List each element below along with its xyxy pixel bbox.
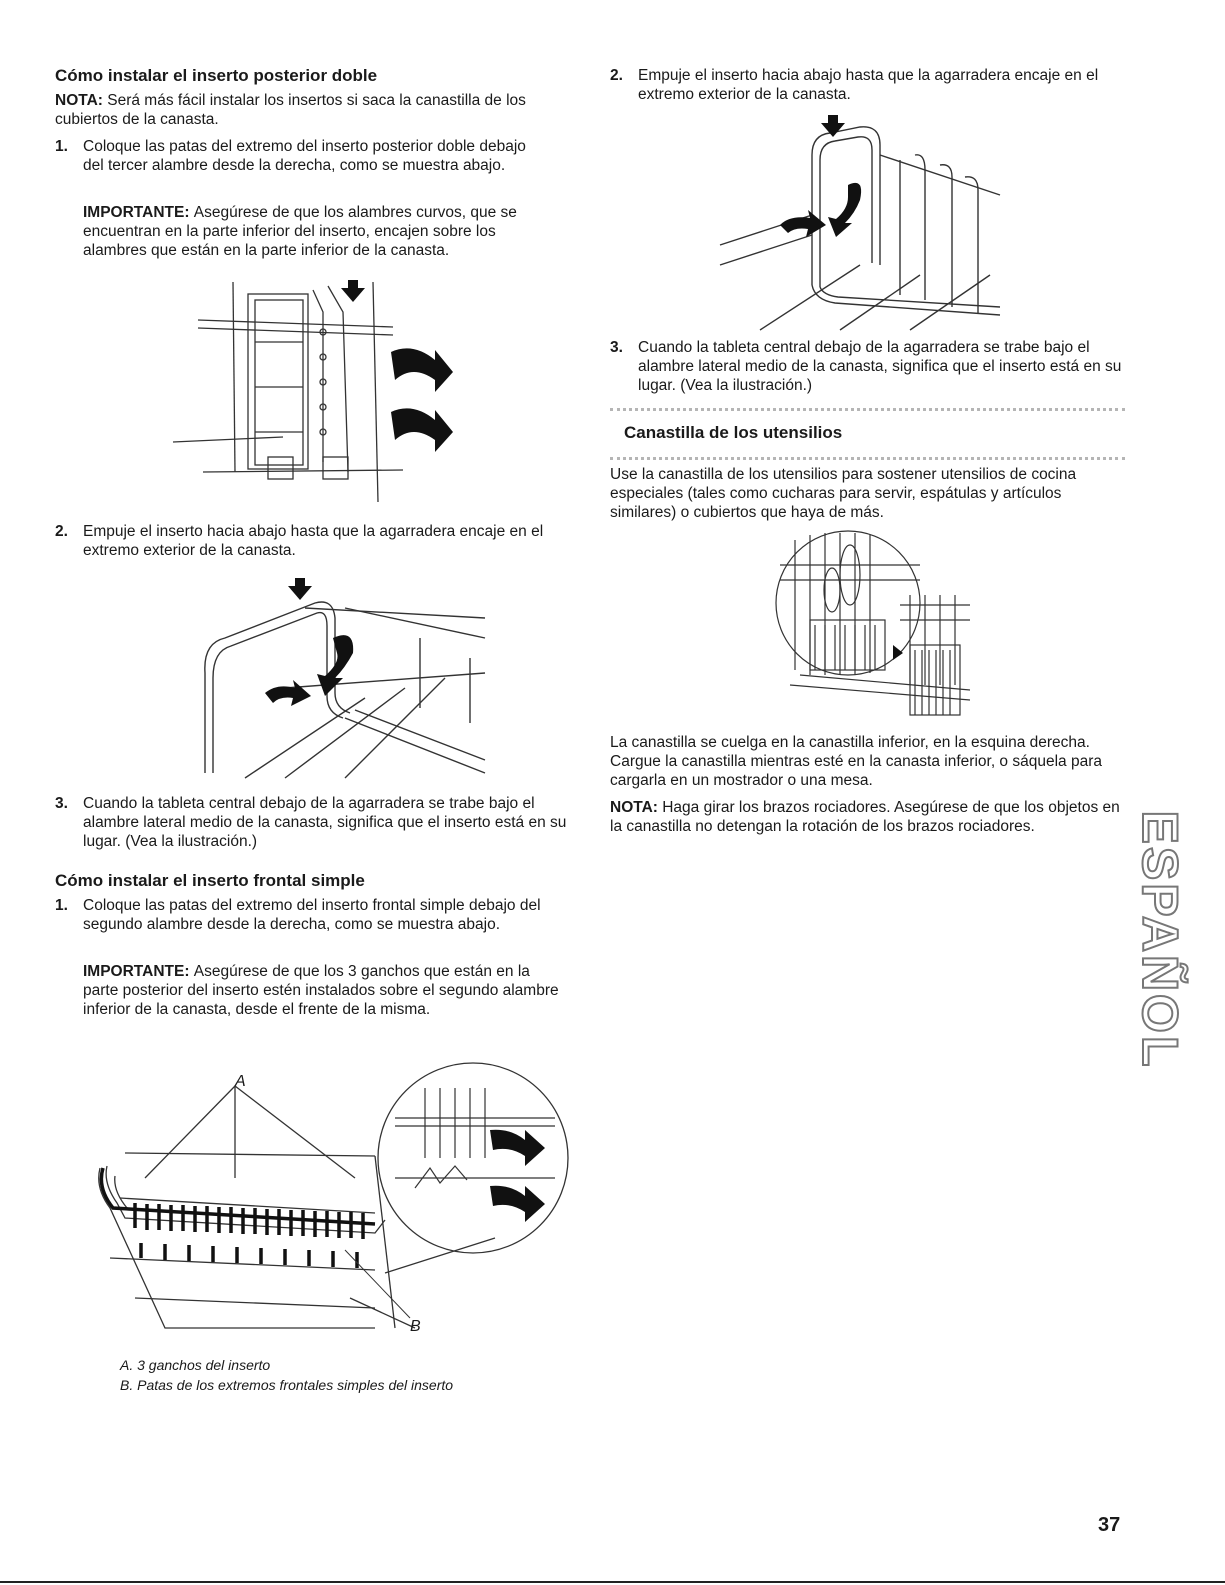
note-text: Será más fácil instalar los insertos si saca la canastilla de los cubiertos de la canasta. [55, 92, 526, 128]
step-text: Cuando la tableta central debajo de la agarradera se trabe bajo el alambre lateral medio de la canasta, significa que el inserto está en su lugar. (Vea la ilustración.) [83, 795, 567, 850]
section-banner [610, 408, 1125, 460]
step-2 [55, 522, 570, 562]
step-text: Empuje el inserto hacia abajo hasta que la agarradera encaje en el extremo exterior de la canasta. [83, 523, 544, 559]
step-number: 3. [610, 339, 623, 356]
note-label: NOTA: [55, 92, 108, 109]
utensil-paragraph-2: La canastilla se cuelga en la canastilla inferior, en la esquina derecha. Cargue la canastilla mientras esté en la canasta inferior, o sáquela para cargarla en un mostrador o una mesa. [610, 734, 1102, 789]
rear-insert-illustration-3 [720, 115, 1000, 330]
rear-insert-illustration-2 [185, 578, 485, 778]
section-title-rear-insert: Cómo instalar el inserto posterior doble [55, 66, 378, 85]
step-1-front [55, 896, 550, 956]
section-title-utensils: Canastilla de los utensilios [624, 423, 843, 442]
step-3-right [610, 338, 1125, 398]
important-label: IMPORTANTE: [83, 204, 194, 221]
step-text: Coloque las patas del extremo del inserto posterior doble debajo del tercer alambre desde la derecha, como se muestra abajo. [83, 138, 526, 174]
section-title-front-insert: Cómo instalar el inserto frontal simple [55, 871, 365, 890]
step-text: Empuje el inserto hacia abajo hasta que la agarradera encaje en el extremo exterior de la canasta. [638, 67, 1099, 103]
important-paragraph [83, 203, 563, 260]
step-number: 3. [55, 795, 68, 812]
step-number: 2. [610, 67, 623, 84]
step-3 [55, 794, 570, 854]
callout-label-a: A [235, 1073, 246, 1090]
rear-insert-illustration-1 [173, 272, 463, 502]
important-text: Asegúrese de que los alambres curvos, que se encuentran en la parte inferior del inserto, encajen sobre los alambres que están en la parte inferior de la canasta. [83, 204, 517, 259]
front-insert-illustration [95, 1058, 565, 1348]
callout-label-b: B [410, 1318, 421, 1335]
step-number: 2. [55, 523, 68, 540]
step-number: 1. [55, 138, 68, 155]
step-text: Coloque las patas del extremo del inserto frontal simple debajo del segundo alambre desde la derecha, como se muestra abajo. [83, 897, 541, 933]
caption-a: A. 3 ganchos del inserto [120, 1357, 271, 1373]
page-number: 37 [1098, 1514, 1121, 1536]
utensil-paragraph-1: Use la canastilla de los utensilios para sostener utensilios de cocina especiales (tales como cucharas para servir, espátulas y artículos similares) o cubiertos que haya de más. [610, 466, 1077, 521]
note-paragraph [55, 91, 570, 129]
step-1 [55, 137, 550, 197]
callout-line-b [335, 1250, 425, 1325]
important-text: Asegúrese de que los 3 ganchos que están en la parte posterior del inserto estén instalados sobre el segundo alambre inferior de la canasta, desde el frente de la misma. [83, 963, 559, 1018]
utensil-basket-illustration [770, 525, 970, 725]
step-number: 1. [55, 897, 68, 914]
step-text: Cuando la tableta central debajo de la agarradera se trabe bajo el alambre lateral medio de la canasta, significa que el inserto está en su lugar. (Vea la ilustración.) [638, 339, 1122, 394]
language-side-tab [1130, 810, 1190, 1070]
important-label: IMPORTANTE: [83, 963, 194, 980]
note-text: Haga girar los brazos rociadores. Asegúrese de que los objetos en la canastilla no detengan la rotación de los brazos rociadores. [610, 799, 1120, 835]
important-paragraph-front [83, 962, 568, 1019]
caption-b: B. Patas de los extremos frontales simples del inserto [120, 1377, 454, 1393]
language-tab-label: ESPAÑOL [1132, 810, 1188, 1070]
utensil-note-paragraph [610, 798, 1125, 836]
step-2-right [610, 66, 1125, 106]
note-label: NOTA: [610, 799, 663, 816]
bottom-rule [0, 1581, 1225, 1583]
